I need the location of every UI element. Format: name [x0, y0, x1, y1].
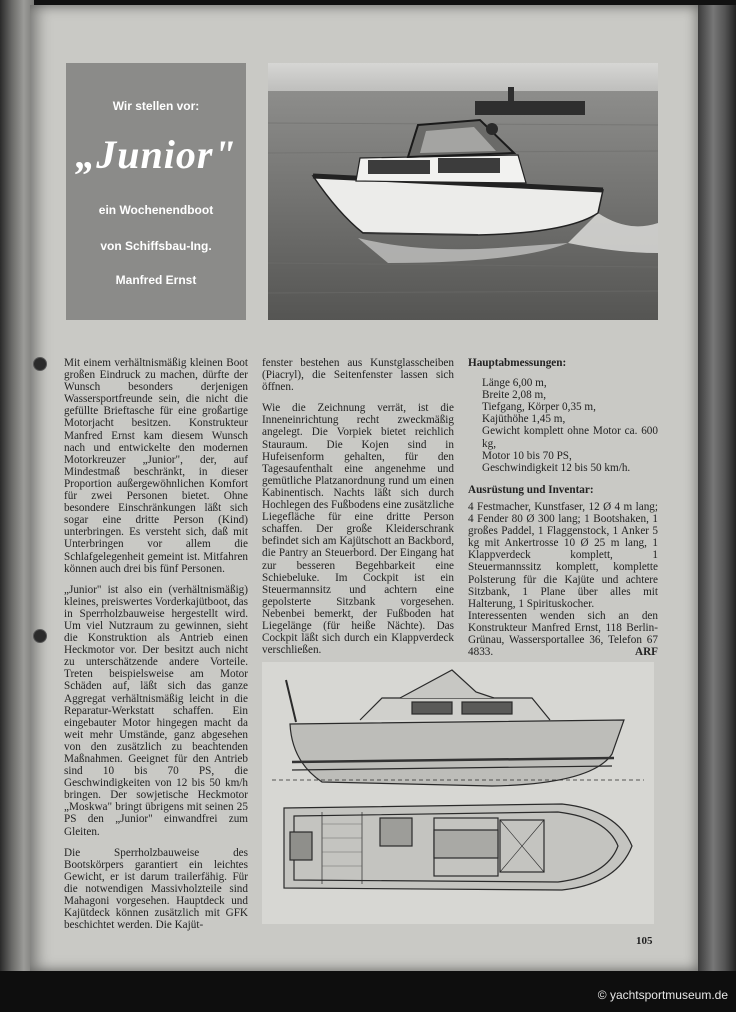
- contact-info: Interessenten wenden sich an den Konstrukteur Manfred Ernst, 118 Berlin-Grünau, Wassersportallee 36, Telefon 67 4833.: [468, 609, 658, 659]
- binding-hole: [33, 357, 47, 371]
- spec-item: Gewicht komplett ohne Motor ca. 600 kg,: [482, 425, 658, 450]
- author-signature: ARF: [635, 646, 658, 659]
- article-title: „Junior": [75, 132, 237, 177]
- title-intro: Wir stellen vor:: [112, 99, 200, 113]
- title-subtitle: ein Wochenendboot: [98, 203, 214, 217]
- text-column-1: [64, 357, 248, 940]
- paragraph: Wie die Zeichnung verrät, ist die Inneneinrichtung recht zweckmäßig angelegt. Die Vorpiek bietet reichlich Stauraum. Die Kojen sind in Hufeisenform gehalten, für den Tagesaufenthalt eine angenehme und gemütliche Platzanordnung rund um einen Kabinentisch. Nachts läßt sich durch Hochlegen des Fußbodens eine zusätzliche Liegefläche für eine dritte Person schaffen. Der große Kleiderschrank befindet sich am Kajütschott an Backbord, die Pantry an Steuerbord. Der Eingang hat zur besseren Begehbarkeit eine Schiebeluke. Im Cockpit ist ein Steuermannsitz und achtern eine gepolsterte Sitzbank vorgesehen. Nebenbei bemerkt, der Fußboden hat Liegelänge (für heiße Nächte). Das Cockpit läßt sich durch ein Klappverdeck verschließen.: [262, 402, 454, 657]
- spec-item: Geschwindigkeit 12 bis 50 km/h.: [482, 461, 631, 474]
- binding-hole: [33, 629, 47, 643]
- equipment-heading: Ausrüstung und Inventar:: [468, 483, 594, 496]
- paragraph: „Junior" ist also ein (verhältnismäßig) kleines, preiswertes Vorderkajütboot, das in Sperrholzbauweise hergestellt wird. Um viel Nutzraum zu gewinnen, sieht die Konstruktion als Antrieb einen Heckmotor vor. Der besitzt auch nicht zu unterschätzende andere Vorteile. Treten beispielsweise am Motor Schäden auf, läßt sich das ganze Aggregat verhältnismäßig leicht in die Reparatur-Werkstatt schaffen. Ein eingebauter Motor hingegen macht da weit mehr Umstände, ganz abgesehen von den zusätzlich zu beachtenden Maßnahmen. Geeignet für den Antrieb sind 10 bis 70 PS, die Geschwindigkeiten von 12 bis 50 km/h bringen. Der sowjetische Heckmotor „Moskwa" bringt übrigens mit seinen 25 PS den „Junior" einwandfrei zum Gleiten.: [64, 583, 248, 838]
- title-author-prefix: von Schiffsbau-Ing.: [100, 239, 212, 253]
- page-number: 105: [636, 935, 653, 947]
- paragraph: fenster bestehen aus Kunstglasscheiben (Piacryl), die Seitenfenster lassen sich öffnen.: [262, 357, 454, 394]
- article-title-box: [66, 63, 246, 320]
- watermark: © yachtsportmuseum.de: [597, 988, 728, 1002]
- boat-photo: [268, 63, 658, 320]
- boat-plan-drawing: [262, 662, 654, 924]
- spec-item: Motor 10 bis 70 PS,: [482, 449, 572, 462]
- paragraph: Die Sperrholzbauweise des Bootskörpers garantiert ein leichtes Gewicht, er ist darum trailerfähig. Für die notwendigen Massivholzteile sind Mahagoni vorgesehen. Hauptdeck und Kajütdeck können zusätzlich mit GFK beschichtet werden. Die Kajüt-: [64, 846, 248, 932]
- title-author: Manfred Ernst: [115, 273, 197, 287]
- text-column-2: [262, 357, 454, 665]
- book-page-edges: [698, 5, 736, 971]
- paragraph: Mit einem verhältnismäßig kleinen Boot großen Eindruck zu machen, dürfte der Wunsch besonders derjenigen Wassersportfreunde sein, die nicht die gefüllte Brieftasche für eine großartige Motorjacht besitzen. Konstrukteur Manfred Ernst kam diesem Wunsch nach und entwickelte den modernen Motorkreuzer „Junior", der, auf Mindestmaß beschränkt, in dieser Proportion außergewöhnlichen Komfort für zwei Personen bietet. Ohne besondere Einschränkungen läßt sich sogar eine dritte Person (Kind) unterbringen. Es versteht sich, daß mit Unterbringen vor allem die Schlafgelegenheit gemeint ist. Mitfahren können auch drei bis fünf Personen.: [64, 357, 248, 575]
- spec-item: Kajüthöhe 1,45 m,: [482, 413, 566, 426]
- spec-item: Tiefgang, Körper 0,35 m,: [482, 401, 596, 414]
- specs-heading: Hauptabmessungen:: [468, 357, 567, 369]
- spec-item: Breite 2,08 m,: [482, 389, 547, 402]
- book-spine: [0, 0, 34, 975]
- equipment-list: 4 Festmacher, Kunstfaser, 12 Ø 4 m lang; 4 Fender 80 Ø 300 lang; 1 Bootshaken, 1 großes Paddel, 1 Flaggenstock, 1 Anker 5 kg mit Ankertrosse 10 Ø 25 m lang, 1 Klappverdeck komplett, 1 Steuermannssitz komplett, komplette Polsterung für die Kajüte und achtere Sitzbank, 1 Plane über alles mit Halterung, 1 Spirituskocher.: [468, 500, 658, 610]
- text-column-3: [468, 357, 658, 658]
- spec-item: Länge 6,00 m,: [482, 377, 547, 390]
